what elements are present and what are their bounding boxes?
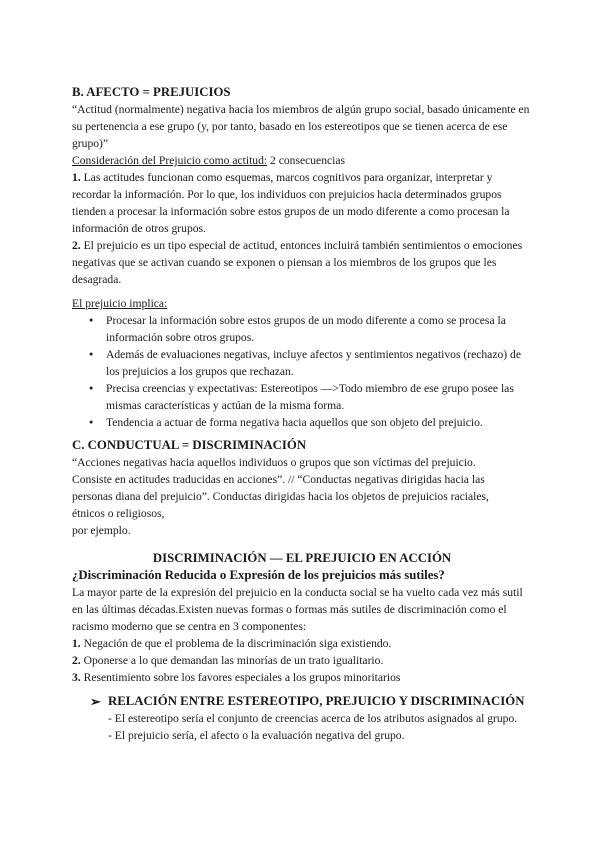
discrimination-section	[72, 550, 532, 686]
component-1-text: Negación de que el problema de la discriminación siga existiendo.	[80, 637, 392, 650]
section-c-line: por ejemplo.	[72, 524, 131, 537]
component-1-number: 1.	[72, 637, 81, 650]
discrimination-title: DISCRIMINACIÓN — EL PREJUICIO EN ACCIÓN	[152, 551, 452, 565]
consequence-2-number: 2.	[72, 239, 81, 252]
component-3	[72, 669, 532, 686]
implies-list	[72, 312, 532, 431]
prejudice-implies	[72, 295, 532, 431]
relation-heading: RELACIÓN ENTRE ESTEREOTIPO, PREJUICIO Y DISCRIMINACIÓN	[108, 694, 525, 708]
consideration-line	[72, 152, 532, 169]
consequence-1-number: 1.	[72, 171, 81, 184]
relation-heading-line	[72, 693, 532, 710]
list-item: ● Tendencia a actuar de forma negativa hacia aquellos que son objeto del prejuicio.	[72, 414, 532, 431]
section-c-line: “Acciones negativas hacia aquellos individuos o grupos que son víctimas del prejuicio.	[72, 456, 476, 469]
section-c-line: Consiste en actitudes traducidas en acciones”. // “Conductas negativas dirigidas hacia las	[72, 473, 485, 486]
prejudice-definition-quote: “Actitud (normalmente) negativa hacia los miembros de algún grupo social, basado únicamente en su pertenencia a ese grupo (y, por tanto, basado en los estereotipos que se tienen acerca de ese grupo)”	[72, 103, 530, 150]
consequence-2-text: El prejuicio es un tipo especial de actitud, entonces incluirá también sentimientos o emociones negativas que se activan cuando se exponen o piensan a los miembros de los grupos que les desagrada.	[72, 239, 523, 286]
relation-section	[72, 693, 532, 744]
consideration-label: Consideración del Prejuicio como actitud:	[72, 154, 268, 167]
component-2-text: Oponerse a lo que demandan las minorías de un trato igualitario.	[80, 654, 384, 667]
section-c	[72, 437, 532, 539]
component-3-text: Resentimiento sobre los favores especiales a los grupos minoritarios	[80, 671, 401, 684]
component-3-number: 3.	[72, 671, 81, 684]
section-b	[72, 84, 532, 288]
consequence-1-text: Las actitudes funcionan como esquemas, marcos cognitivos para organizar, interpretar y recordar la información. Por lo que, los individuos con prejuicios hacia determinados grupos tienden a procesar la información sobre estos grupos de un modo diferente a como procesan la información de otros grupos.	[72, 171, 510, 235]
component-2-number: 2.	[72, 654, 81, 667]
discrimination-question: ¿Discriminación Reducida o Expresión de los prejuicios más sutiles?	[72, 568, 445, 582]
section-c-line: étnicos o religiosos,	[72, 507, 165, 520]
relation-stereotype: - El estereotipo sería el conjunto de creencias acerca de los atributos asignados al grupo.	[108, 712, 518, 725]
component-2	[72, 652, 532, 669]
section-c-heading: C. CONDUCTUAL = DISCRIMINACIÓN	[72, 438, 307, 452]
consequence-2	[72, 237, 532, 288]
implies-label: El prejuicio implica:	[72, 297, 168, 310]
component-1	[72, 635, 532, 652]
relation-prejudice: - El prejuicio sería, el afecto o la evaluación negativa del grupo.	[108, 729, 405, 742]
consequence-1	[72, 169, 532, 237]
discrimination-paragraph: La mayor parte de la expresión del prejuicio en la conducta social se ha vuelto cada vez más sutil en las últimas décadas.Existen nuevas formas o formas más sutiles de discriminación como el racismo moderno que se centra en 3 componentes:	[72, 586, 523, 633]
list-item: ● Procesar la información sobre estos grupos de un modo diferente a como se procesa la información sobre otros grupos.	[72, 312, 532, 346]
section-c-line: personas diana del prejuicio”. Conductas dirigidas hacia los objetos de prejuicios raciales,	[72, 490, 489, 503]
consideration-rest: 2 consecuencias	[267, 154, 346, 167]
list-item: ● Además de evaluaciones negativas, incluye afectos y sentimientos negativos (rechazo) de los prejuicios a los grupos que rechazan.	[72, 346, 532, 380]
list-item: ● Precisa creencias y expectativas: Estereotipos —>Todo miembro de ese grupo posee las mismas características y actúan de la misma forma.	[72, 380, 532, 414]
arrow-bullet-icon: ➢	[90, 694, 101, 709]
section-b-heading: B. AFECTO = PREJUICIOS	[72, 85, 231, 99]
